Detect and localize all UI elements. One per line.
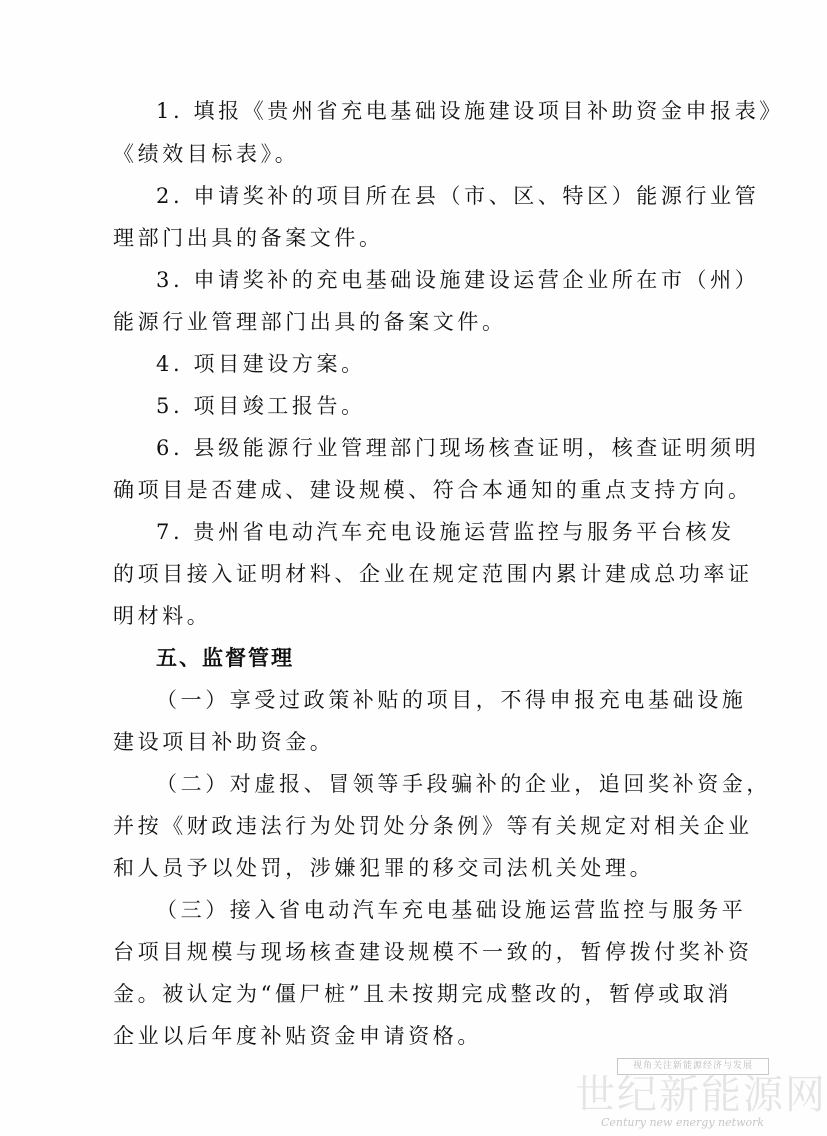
watermark-tagline: 视角关注新能源经济与发展 bbox=[617, 1058, 769, 1075]
text-line: （一）享受过政策补贴的项目，不得申报充电基础设施 bbox=[156, 688, 747, 712]
text-line: 并按《财政违法行为处罚处分条例》等有关规定对相关企业 bbox=[113, 814, 753, 838]
text-line: 和人员予以处罚，涉嫌犯罪的移交司法机关处理。 bbox=[113, 856, 655, 880]
text-line: 《绩效目标表》。 bbox=[113, 142, 300, 166]
text-line: （二）对虚报、冒领等手段骗补的企业，追回奖补资金， bbox=[156, 772, 771, 796]
text-line: 的项目接入证明材料、企业在规定范围内累计建成总功率证 bbox=[113, 562, 753, 586]
text-line: 企业以后年度补贴资金申请资格。 bbox=[113, 1024, 482, 1048]
text-line: 2. 申请奖补的项目所在县（市、区、特区）能源行业管 bbox=[156, 184, 760, 208]
watermark-english: Century new energy network bbox=[600, 1116, 765, 1129]
text-line: （三）接入省电动汽车充电基础设施运营监控与服务平 bbox=[156, 898, 747, 922]
text-line: 明材料。 bbox=[113, 604, 212, 628]
text-line: 1. 填报《贵州省充电基础设施建设项目补助资金申报表》 bbox=[156, 99, 784, 123]
text-line: 建设项目补助资金。 bbox=[113, 730, 335, 754]
text-line: 5. 项目竣工报告。 bbox=[156, 394, 366, 418]
text-line: 确项目是否建成、建设规模、符合本通知的重点支持方向。 bbox=[113, 478, 753, 502]
text-line: 7. 贵州省电动汽车充电设施运营监控与服务平台核发 bbox=[156, 520, 735, 544]
text-line: 理部门出具的备案文件。 bbox=[113, 226, 384, 250]
text-line: 台项目规模与现场核查建设规模不一致的，暂停拨付奖补资 bbox=[113, 940, 753, 964]
text-line: 6. 县级能源行业管理部门现场核查证明，核查证明须明 bbox=[156, 436, 760, 460]
section-heading: 五、监督管理 bbox=[156, 646, 294, 670]
text-line: 4. 项目建设方案。 bbox=[156, 352, 366, 376]
watermark-title: 世纪新能源网 bbox=[575, 1072, 827, 1118]
text-line: 3. 申请奖补的充电基础设施建设运营企业所在市（州） bbox=[156, 268, 760, 292]
text-line: 金。被认定为“僵尸桩”且未按期完成整改的，暂停或取消 bbox=[113, 982, 733, 1006]
text-line: 能源行业管理部门出具的备案文件。 bbox=[113, 310, 507, 334]
watermark-logo bbox=[575, 1058, 827, 1133]
